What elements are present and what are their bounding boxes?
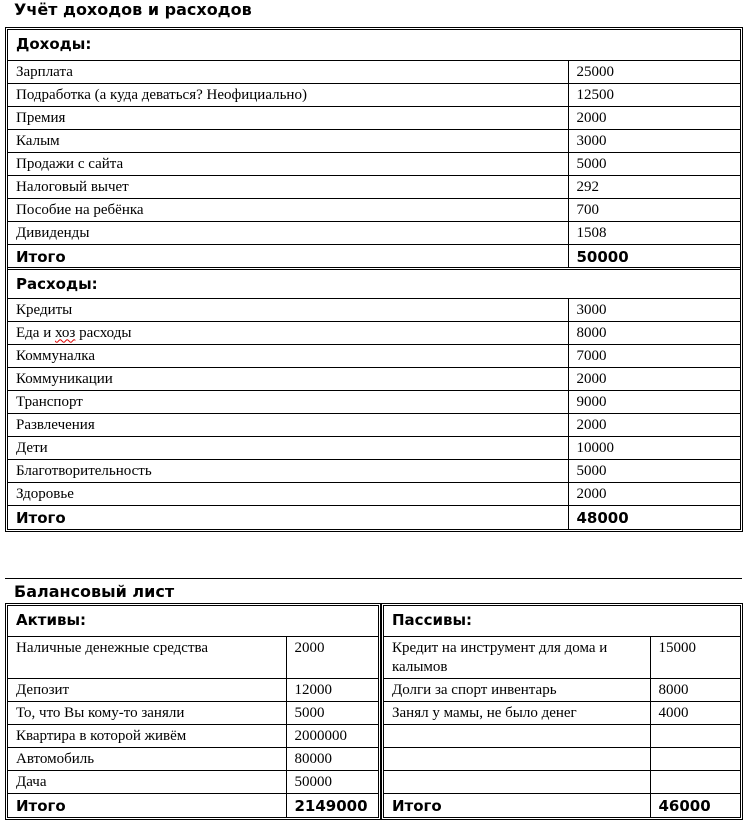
- liabilities-total-row: [384, 793, 740, 817]
- liability-label: Кредит на инструмент для дома и калымов: [384, 636, 650, 678]
- table-row: [384, 747, 740, 770]
- table-row: [8, 636, 378, 678]
- income-value: 700: [568, 198, 740, 221]
- assets-total-row: [8, 793, 378, 817]
- table-row: [8, 175, 740, 198]
- income-value: 292: [568, 175, 740, 198]
- expense-value: 10000: [568, 436, 740, 459]
- income-value: 25000: [568, 60, 740, 83]
- income-value: 1508: [568, 221, 740, 244]
- asset-label: Наличные денежные средства: [8, 636, 286, 678]
- table-row: [8, 198, 740, 221]
- expense-value: 2000: [568, 367, 740, 390]
- income-value: 2000: [568, 106, 740, 129]
- income-total-label: Итого: [8, 244, 568, 268]
- expense-label: Развлечения: [8, 413, 568, 436]
- table-row: [8, 482, 740, 505]
- liabilities-total-label: Итого: [384, 793, 650, 817]
- asset-value: 2000: [286, 636, 378, 678]
- table-row: [384, 770, 740, 793]
- liabilities-table: [381, 603, 743, 820]
- liability-label: [384, 747, 650, 770]
- assets-table: [5, 603, 381, 820]
- income-expense-title: Учёт доходов и расходов: [14, 0, 252, 19]
- table-row: [8, 344, 740, 367]
- liability-label: Занял у мамы, не было денег: [384, 701, 650, 724]
- expenses-total-value: 48000: [568, 505, 740, 529]
- income-header-row: [8, 30, 740, 60]
- income-value: 12500: [568, 83, 740, 106]
- table-row: [8, 152, 740, 175]
- table-row: [8, 724, 378, 747]
- expense-label-pre: Еда и: [16, 324, 55, 341]
- asset-value: 12000: [286, 678, 378, 701]
- asset-label: Депозит: [8, 678, 286, 701]
- income-total-row: [8, 244, 740, 268]
- liability-label: [384, 724, 650, 747]
- assets-total-label: Итого: [8, 793, 286, 817]
- expense-label: Коммуналка: [8, 344, 568, 367]
- table-row: [8, 436, 740, 459]
- asset-value: 5000: [286, 701, 378, 724]
- liability-value: [650, 724, 740, 747]
- income-label: Продажи с сайта: [8, 152, 568, 175]
- expense-label: Транспорт: [8, 390, 568, 413]
- table-row: [8, 129, 740, 152]
- expense-value: 9000: [568, 390, 740, 413]
- expenses-header-row: [8, 268, 740, 298]
- section-divider: [5, 578, 742, 579]
- asset-label: Дача: [8, 770, 286, 793]
- expenses-header: Расходы:: [8, 268, 740, 298]
- table-row: [384, 636, 740, 678]
- table-row: [384, 724, 740, 747]
- income-label: Калым: [8, 129, 568, 152]
- income-label: Зарплата: [8, 60, 568, 83]
- expense-label: Коммуникации: [8, 367, 568, 390]
- liability-value: [650, 747, 740, 770]
- liability-label: Долги за спорт инвентарь: [384, 678, 650, 701]
- expense-value: 2000: [568, 482, 740, 505]
- table-row: [384, 678, 740, 701]
- table-row: [8, 106, 740, 129]
- table-row: [8, 701, 378, 724]
- liability-value: [650, 770, 740, 793]
- liabilities-total-value: 46000: [650, 793, 740, 817]
- income-label: Подработка (а куда деваться? Неофициально): [8, 83, 568, 106]
- liability-value: 8000: [650, 678, 740, 701]
- table-row: [8, 747, 378, 770]
- balance-sheet-title: Балансовый лист: [14, 582, 175, 601]
- income-total-value: 50000: [568, 244, 740, 268]
- asset-label: То, что Вы кому-то заняли: [8, 701, 286, 724]
- table-row: [8, 770, 378, 793]
- table-row: [8, 321, 740, 344]
- liability-value: 4000: [650, 701, 740, 724]
- expense-value: 5000: [568, 459, 740, 482]
- assets-total-value: 2149000: [286, 793, 378, 817]
- expense-value: 7000: [568, 344, 740, 367]
- expense-label: Кредиты: [8, 298, 568, 321]
- table-row: [8, 60, 740, 83]
- income-header: Доходы:: [8, 30, 740, 60]
- table-row: [8, 390, 740, 413]
- expenses-total-label: Итого: [8, 505, 568, 529]
- liabilities-header-row: [384, 606, 740, 636]
- income-label: Премия: [8, 106, 568, 129]
- expense-value: 2000: [568, 413, 740, 436]
- income-expense-table: [5, 27, 743, 532]
- income-label: Дивиденды: [8, 221, 568, 244]
- table-row: [8, 367, 740, 390]
- expense-label: [8, 321, 568, 344]
- expense-label: Дети: [8, 436, 568, 459]
- spellcheck-flagged-word[interactable]: хоз: [54, 324, 76, 341]
- asset-label: Автомобиль: [8, 747, 286, 770]
- income-label: Налоговый вычет: [8, 175, 568, 198]
- table-row: [8, 298, 740, 321]
- asset-value: 2000000: [286, 724, 378, 747]
- liability-value: 15000: [650, 636, 740, 678]
- table-row: [8, 413, 740, 436]
- asset-value: 80000: [286, 747, 378, 770]
- expense-label: Здоровье: [8, 482, 568, 505]
- table-row: [384, 701, 740, 724]
- table-row: [8, 221, 740, 244]
- table-row: [8, 83, 740, 106]
- table-row: [8, 459, 740, 482]
- income-label: Пособие на ребёнка: [8, 198, 568, 221]
- assets-header: Активы:: [8, 606, 378, 636]
- expense-value: 3000: [568, 298, 740, 321]
- assets-header-row: [8, 606, 378, 636]
- expense-value: 8000: [568, 321, 740, 344]
- liabilities-header: Пассивы:: [384, 606, 740, 636]
- expense-label: Благотворительность: [8, 459, 568, 482]
- expense-label-post: расходы: [75, 324, 132, 341]
- table-row: [8, 678, 378, 701]
- asset-label: Квартира в которой живём: [8, 724, 286, 747]
- income-value: 5000: [568, 152, 740, 175]
- expenses-total-row: [8, 505, 740, 529]
- liability-label: [384, 770, 650, 793]
- income-value: 3000: [568, 129, 740, 152]
- asset-value: 50000: [286, 770, 378, 793]
